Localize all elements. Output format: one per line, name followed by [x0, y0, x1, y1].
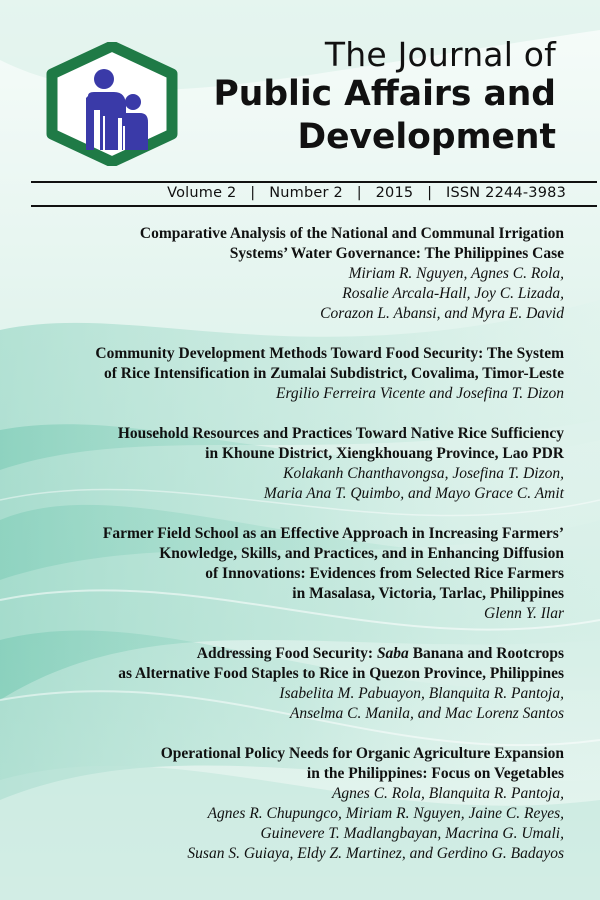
article-author-line: Glenn Y. Ilar — [484, 605, 564, 622]
journal-title-line-3: Development — [297, 116, 556, 157]
article-title-line: as Alternative Food Staples to Rice in Quezon Province, Philippines — [118, 665, 564, 682]
article-entry — [44, 744, 564, 864]
article-author-line: Anselma C. Manila, and Mac Lorenz Santos — [289, 705, 564, 722]
article-authors — [44, 684, 564, 724]
article-title-line: Community Development Methods Toward Food Security: The System — [95, 345, 564, 362]
article-title-line: Systems’ Water Governance: The Philippines Case — [229, 245, 564, 262]
divider-bottom — [31, 205, 597, 207]
article-title-line: in Khoune District, Xiengkhouang Province, Lao PDR — [205, 445, 564, 462]
article-title-line: Comparative Analysis of the National and Communal Irrigation — [139, 225, 564, 242]
journal-logo-icon — [44, 42, 180, 166]
article-authors — [44, 604, 564, 624]
issue-volume: Volume 2 — [167, 185, 237, 201]
article-title-italic: Saba — [376, 645, 409, 662]
issue-separator: | — [427, 185, 433, 201]
article-title — [44, 224, 564, 264]
issue-info — [167, 185, 566, 201]
article-title-line: Farmer Field School as an Effective Approach in Increasing Farmers’ — [102, 525, 564, 542]
article-entry — [44, 344, 564, 404]
article-title — [44, 744, 564, 784]
article-title-line: in the Philippines: Focus on Vegetables — [306, 765, 564, 782]
article-title — [44, 344, 564, 384]
issue-separator: | — [356, 185, 362, 201]
table-of-contents — [44, 224, 564, 884]
article-authors — [44, 464, 564, 504]
article-author-line: Guinevere T. Madlangbayan, Macrina G. Umali, — [260, 825, 564, 842]
article-authors — [44, 784, 564, 864]
issue-issn: ISSN 2244-3983 — [446, 185, 566, 201]
issue-number: Number 2 — [269, 185, 343, 201]
article-title — [44, 424, 564, 464]
article-title-line: Household Resources and Practices Toward Native Rice Sufficiency — [117, 425, 564, 442]
journal-title — [213, 35, 556, 157]
article-author-line: Isabelita M. Pabuayon, Blanquita R. Pantoja, — [279, 685, 564, 702]
journal-title-line-1: The Journal of — [324, 35, 556, 74]
article-title-line: of Rice Intensification in Zumalai Subdistrict, Covalima, Timor-Leste — [104, 365, 564, 382]
article-author-line: Corazon L. Abansi, and Myra E. David — [320, 305, 564, 322]
article-title — [44, 524, 564, 604]
article-author-line: Agnes R. Chupungco, Miriam R. Nguyen, Jaine C. Reyes, — [207, 805, 564, 822]
issue-year: 2015 — [375, 185, 414, 201]
journal-title-line-2: Public Affairs and — [213, 74, 556, 114]
article-title-line: Operational Policy Needs for Organic Agriculture Expansion — [160, 745, 564, 762]
article-author-line: Agnes C. Rola, Blanquita R. Pantoja, — [331, 785, 564, 802]
article-author-line: Ergilio Ferreira Vicente and Josefina T. Dizon — [276, 385, 564, 402]
article-title-line: in Masalasa, Victoria, Tarlac, Philippines — [292, 585, 564, 602]
issue-separator: | — [250, 185, 256, 201]
article-entry — [44, 524, 564, 624]
article-author-line: Rosalie Arcala-Hall, Joy C. Lizada, — [342, 285, 564, 302]
article-authors — [44, 264, 564, 324]
article-title-line: of Innovations: Evidences from Selected Rice Farmers — [205, 565, 564, 582]
article-title — [44, 644, 564, 684]
article-author-line: Kolakanh Chanthavongsa, Josefina T. Dizon, — [283, 465, 564, 482]
article-authors — [44, 384, 564, 404]
article-title-prefix: Addressing Food Security: — [196, 645, 377, 662]
article-author-line: Miriam R. Nguyen, Agnes C. Rola, — [348, 265, 564, 282]
article-title-suffix: Banana and Rootcrops — [408, 645, 564, 662]
article-entry — [44, 644, 564, 724]
article-author-line: Maria Ana T. Quimbo, and Mayo Grace C. Amit — [263, 485, 564, 502]
divider-top — [31, 181, 597, 183]
article-title-line — [44, 644, 564, 664]
article-entry — [44, 224, 564, 324]
article-title-line: Knowledge, Skills, and Practices, and in Enhancing Diffusion — [159, 545, 564, 562]
article-author-line: Susan S. Guiaya, Eldy Z. Martinez, and Gerdino G. Badayos — [187, 845, 564, 862]
article-entry — [44, 424, 564, 504]
